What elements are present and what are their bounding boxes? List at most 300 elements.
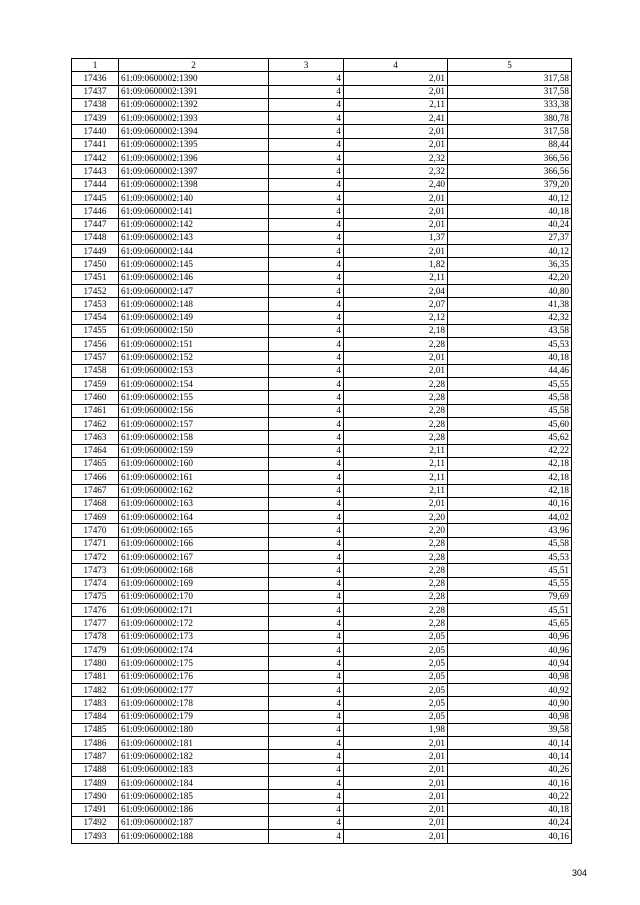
table-cell: 2,05 [344, 657, 448, 670]
table-row [72, 218, 572, 231]
table-row [72, 85, 572, 98]
table-cell: 2,28 [344, 577, 448, 590]
table-cell: 40,22 [448, 790, 572, 803]
table-row [72, 564, 572, 577]
table-row [72, 617, 572, 630]
column-header: 2 [119, 59, 269, 72]
table-row [72, 98, 572, 111]
table-cell: 79,69 [448, 590, 572, 603]
table-cell: 2,01 [344, 497, 448, 510]
table-cell: 4 [269, 324, 344, 337]
table-cell: 40,96 [448, 630, 572, 643]
table-cell: 61:09:0600002:1394 [119, 125, 269, 138]
table-cell: 61:09:0600002:152 [119, 351, 269, 364]
table-cell: 45,55 [448, 378, 572, 391]
table-cell: 17491 [72, 803, 119, 816]
table-cell: 61:09:0600002:176 [119, 670, 269, 683]
table-cell: 17436 [72, 72, 119, 85]
table-cell: 17438 [72, 98, 119, 111]
table-cell: 17479 [72, 644, 119, 657]
table-cell: 42,18 [448, 457, 572, 470]
table-row [72, 298, 572, 311]
table-cell: 61:09:0600002:181 [119, 737, 269, 750]
table-cell: 4 [269, 697, 344, 710]
column-header: 5 [448, 59, 572, 72]
table-cell: 317,58 [448, 85, 572, 98]
table-row [72, 311, 572, 324]
table-cell: 17459 [72, 378, 119, 391]
table-cell: 17492 [72, 816, 119, 829]
table-row [72, 351, 572, 364]
table-cell: 61:09:0600002:185 [119, 790, 269, 803]
table-row [72, 537, 572, 550]
table-cell: 40,18 [448, 803, 572, 816]
table-cell: 2,41 [344, 112, 448, 125]
table-cell: 2,01 [344, 763, 448, 776]
table-row [72, 364, 572, 377]
table-cell: 2,01 [344, 125, 448, 138]
table-cell: 1,98 [344, 723, 448, 736]
table-row [72, 471, 572, 484]
table-cell: 17439 [72, 112, 119, 125]
table-cell: 40,18 [448, 351, 572, 364]
table-cell: 4 [269, 138, 344, 151]
table-row [72, 378, 572, 391]
table-cell: 27,37 [448, 231, 572, 244]
table-cell: 45,53 [448, 550, 572, 563]
table-cell: 2,01 [344, 790, 448, 803]
table-cell: 42,22 [448, 444, 572, 457]
table-cell: 17490 [72, 790, 119, 803]
table-cell: 17448 [72, 231, 119, 244]
table-cell: 17470 [72, 524, 119, 537]
table-row [72, 830, 572, 843]
table-cell: 2,18 [344, 324, 448, 337]
table-cell: 2,28 [344, 537, 448, 550]
table-cell: 4 [269, 710, 344, 723]
table-cell: 17476 [72, 604, 119, 617]
table-cell: 2,28 [344, 431, 448, 444]
table-cell: 4 [269, 364, 344, 377]
table-cell: 45,60 [448, 418, 572, 431]
table-cell: 4 [269, 72, 344, 85]
table-cell: 45,51 [448, 604, 572, 617]
table-cell: 17445 [72, 191, 119, 204]
table-cell: 45,55 [448, 577, 572, 590]
table-row [72, 697, 572, 710]
table-cell: 17442 [72, 152, 119, 165]
table-cell: 40,14 [448, 750, 572, 763]
table-row [72, 138, 572, 151]
table-cell: 2,28 [344, 338, 448, 351]
table-cell: 61:09:0600002:165 [119, 524, 269, 537]
table-cell: 2,11 [344, 444, 448, 457]
table-cell: 17452 [72, 285, 119, 298]
table-cell: 17455 [72, 324, 119, 337]
table-cell: 2,05 [344, 710, 448, 723]
table-cell: 45,58 [448, 391, 572, 404]
table-cell: 4 [269, 657, 344, 670]
table-cell: 17461 [72, 404, 119, 417]
table-cell: 17477 [72, 617, 119, 630]
table-cell: 333,38 [448, 98, 572, 111]
table-cell: 17464 [72, 444, 119, 457]
table-cell: 88,44 [448, 138, 572, 151]
table-cell: 2,28 [344, 391, 448, 404]
table-cell: 366,56 [448, 152, 572, 165]
table-cell: 2,01 [344, 218, 448, 231]
table-cell: 4 [269, 803, 344, 816]
table-cell: 17471 [72, 537, 119, 550]
table-cell: 17478 [72, 630, 119, 643]
table-cell: 61:09:0600002:168 [119, 564, 269, 577]
table-cell: 61:09:0600002:160 [119, 457, 269, 470]
table-cell: 4 [269, 763, 344, 776]
table-cell: 4 [269, 790, 344, 803]
table-row [72, 484, 572, 497]
table-row [72, 790, 572, 803]
table-cell: 61:09:0600002:173 [119, 630, 269, 643]
table-cell: 42,20 [448, 271, 572, 284]
table-cell: 17480 [72, 657, 119, 670]
table-cell: 317,58 [448, 72, 572, 85]
table-row [72, 816, 572, 829]
table-cell: 40,96 [448, 644, 572, 657]
table-cell: 2,40 [344, 178, 448, 191]
table-cell: 61:09:0600002:170 [119, 590, 269, 603]
table-cell: 2,01 [344, 72, 448, 85]
table-row [72, 497, 572, 510]
table-cell: 40,26 [448, 763, 572, 776]
table-cell: 4 [269, 564, 344, 577]
table-cell: 17473 [72, 564, 119, 577]
table-cell: 4 [269, 550, 344, 563]
table-cell: 4 [269, 723, 344, 736]
table-cell: 61:09:0600002:141 [119, 205, 269, 218]
table-cell: 17493 [72, 830, 119, 843]
table-cell: 61:09:0600002:1391 [119, 85, 269, 98]
table-cell: 61:09:0600002:158 [119, 431, 269, 444]
column-header: 3 [269, 59, 344, 72]
table-cell: 4 [269, 737, 344, 750]
table-cell: 4 [269, 418, 344, 431]
table-cell: 2,11 [344, 98, 448, 111]
table-cell: 17453 [72, 298, 119, 311]
table-cell: 4 [269, 311, 344, 324]
table-row [72, 657, 572, 670]
table-cell: 17475 [72, 590, 119, 603]
table-cell: 379,20 [448, 178, 572, 191]
table-cell: 2,05 [344, 630, 448, 643]
table-row [72, 191, 572, 204]
table-cell: 4 [269, 218, 344, 231]
table-row [72, 683, 572, 696]
table-cell: 61:09:0600002:159 [119, 444, 269, 457]
table-cell: 4 [269, 830, 344, 843]
table-cell: 4 [269, 191, 344, 204]
table-cell: 4 [269, 378, 344, 391]
table-row [72, 245, 572, 258]
table-cell: 40,18 [448, 205, 572, 218]
table-cell: 2,28 [344, 378, 448, 391]
table-cell: 40,12 [448, 245, 572, 258]
table-cell: 61:09:0600002:151 [119, 338, 269, 351]
table-cell: 4 [269, 258, 344, 271]
table-cell: 61:09:0600002:187 [119, 816, 269, 829]
table-cell: 17472 [72, 550, 119, 563]
table-cell: 4 [269, 750, 344, 763]
table-cell: 1,82 [344, 258, 448, 271]
table-cell: 61:09:0600002:154 [119, 378, 269, 391]
table-cell: 17468 [72, 497, 119, 510]
table-cell: 4 [269, 471, 344, 484]
table-cell: 17446 [72, 205, 119, 218]
table-cell: 17481 [72, 670, 119, 683]
table-cell: 4 [269, 271, 344, 284]
table-cell: 4 [269, 152, 344, 165]
table-cell: 43,96 [448, 524, 572, 537]
table-cell: 4 [269, 630, 344, 643]
table-cell: 17462 [72, 418, 119, 431]
table-row [72, 152, 572, 165]
table-cell: 2,01 [344, 816, 448, 829]
table-row [72, 72, 572, 85]
table-cell: 4 [269, 457, 344, 470]
table-cell: 2,20 [344, 524, 448, 537]
table-cell: 17485 [72, 723, 119, 736]
table-cell: 61:09:0600002:188 [119, 830, 269, 843]
table-cell: 40,12 [448, 191, 572, 204]
table-row [72, 644, 572, 657]
table-cell: 40,98 [448, 710, 572, 723]
table-cell: 4 [269, 511, 344, 524]
table-row [72, 670, 572, 683]
table-cell: 40,24 [448, 218, 572, 231]
table-cell: 2,11 [344, 457, 448, 470]
table-cell: 42,32 [448, 311, 572, 324]
table-cell: 4 [269, 524, 344, 537]
table-row [72, 205, 572, 218]
table-cell: 2,05 [344, 683, 448, 696]
table-cell: 17451 [72, 271, 119, 284]
table-cell: 17458 [72, 364, 119, 377]
table-cell: 4 [269, 178, 344, 191]
table-cell: 17450 [72, 258, 119, 271]
table-cell: 17440 [72, 125, 119, 138]
table-cell: 61:09:0600002:166 [119, 537, 269, 550]
table-cell: 4 [269, 245, 344, 258]
table-cell: 61:09:0600002:171 [119, 604, 269, 617]
table-cell: 61:09:0600002:144 [119, 245, 269, 258]
table-cell: 2,01 [344, 777, 448, 790]
table-cell: 2,32 [344, 152, 448, 165]
table-cell: 4 [269, 431, 344, 444]
table-cell: 61:09:0600002:179 [119, 710, 269, 723]
table-cell: 2,01 [344, 205, 448, 218]
table-cell: 2,28 [344, 564, 448, 577]
table-cell: 17483 [72, 697, 119, 710]
table-row [72, 750, 572, 763]
table-cell: 2,07 [344, 298, 448, 311]
table-cell: 2,04 [344, 285, 448, 298]
table-cell: 61:09:0600002:184 [119, 777, 269, 790]
table-cell: 17466 [72, 471, 119, 484]
table-cell: 44,46 [448, 364, 572, 377]
table-cell: 17441 [72, 138, 119, 151]
table-cell: 17449 [72, 245, 119, 258]
table-cell: 2,28 [344, 550, 448, 563]
table-cell: 4 [269, 604, 344, 617]
table-row [72, 577, 572, 590]
table-cell: 61:09:0600002:1398 [119, 178, 269, 191]
table-cell: 4 [269, 165, 344, 178]
table-cell: 2,11 [344, 484, 448, 497]
table-cell: 61:09:0600002:1390 [119, 72, 269, 85]
table-cell: 4 [269, 444, 344, 457]
table-cell: 17444 [72, 178, 119, 191]
table-cell: 4 [269, 683, 344, 696]
table-cell: 4 [269, 670, 344, 683]
table-cell: 40,16 [448, 497, 572, 510]
table-cell: 2,12 [344, 311, 448, 324]
table-cell: 2,01 [344, 351, 448, 364]
table-cell: 61:09:0600002:147 [119, 285, 269, 298]
table-cell: 2,01 [344, 364, 448, 377]
table-cell: 4 [269, 338, 344, 351]
table-cell: 17469 [72, 511, 119, 524]
table-cell: 40,94 [448, 657, 572, 670]
table-row [72, 258, 572, 271]
table-cell: 40,16 [448, 777, 572, 790]
table-row [72, 391, 572, 404]
table-cell: 4 [269, 98, 344, 111]
table-cell: 17489 [72, 777, 119, 790]
table-cell: 61:09:0600002:1395 [119, 138, 269, 151]
table-cell: 2,20 [344, 511, 448, 524]
table-row [72, 444, 572, 457]
table-cell: 2,01 [344, 85, 448, 98]
table-cell: 61:09:0600002:177 [119, 683, 269, 696]
table-row [72, 418, 572, 431]
table-cell: 2,05 [344, 697, 448, 710]
table-cell: 45,62 [448, 431, 572, 444]
table-cell: 42,18 [448, 484, 572, 497]
table-cell: 36,35 [448, 258, 572, 271]
table-cell: 2,01 [344, 191, 448, 204]
table-cell: 61:09:0600002:1393 [119, 112, 269, 125]
table-cell: 61:09:0600002:174 [119, 644, 269, 657]
table-cell: 4 [269, 125, 344, 138]
table-cell: 61:09:0600002:182 [119, 750, 269, 763]
table-cell: 4 [269, 617, 344, 630]
table-cell: 4 [269, 644, 344, 657]
table-cell: 61:09:0600002:148 [119, 298, 269, 311]
table-row [72, 285, 572, 298]
table-cell: 2,11 [344, 471, 448, 484]
table-row [72, 457, 572, 470]
table-cell: 317,58 [448, 125, 572, 138]
table-cell: 2,05 [344, 644, 448, 657]
table-cell: 1,37 [344, 231, 448, 244]
table-cell: 39,58 [448, 723, 572, 736]
page-number: 304 [571, 868, 587, 878]
table-cell: 2,32 [344, 165, 448, 178]
column-header: 1 [72, 59, 119, 72]
table-row [72, 271, 572, 284]
table-cell: 40,80 [448, 285, 572, 298]
column-header: 4 [344, 59, 448, 72]
table-cell: 2,11 [344, 271, 448, 284]
table-cell: 61:09:0600002:172 [119, 617, 269, 630]
table-cell: 61:09:0600002:150 [119, 324, 269, 337]
table-cell: 366,56 [448, 165, 572, 178]
table-cell: 61:09:0600002:155 [119, 391, 269, 404]
table-cell: 61:09:0600002:178 [119, 697, 269, 710]
table-row [72, 630, 572, 643]
table-cell: 40,16 [448, 830, 572, 843]
table-row [72, 112, 572, 125]
table-cell: 4 [269, 205, 344, 218]
table-cell: 40,24 [448, 816, 572, 829]
table-row [72, 803, 572, 816]
table-cell: 61:09:0600002:167 [119, 550, 269, 563]
table-cell: 45,58 [448, 537, 572, 550]
table-cell: 41,38 [448, 298, 572, 311]
table-cell: 2,05 [344, 670, 448, 683]
table-cell: 61:09:0600002:186 [119, 803, 269, 816]
table-cell: 17437 [72, 85, 119, 98]
table-cell: 4 [269, 85, 344, 98]
table-cell: 4 [269, 391, 344, 404]
table-cell: 17482 [72, 683, 119, 696]
table-row [72, 524, 572, 537]
table-cell: 61:09:0600002:153 [119, 364, 269, 377]
table-cell: 17463 [72, 431, 119, 444]
table-cell: 61:09:0600002:157 [119, 418, 269, 431]
header-row [72, 59, 572, 72]
table-row [72, 178, 572, 191]
table-row [72, 777, 572, 790]
table-row [72, 338, 572, 351]
table-row [72, 763, 572, 776]
table-row [72, 431, 572, 444]
table-cell: 61:09:0600002:1396 [119, 152, 269, 165]
table-row [72, 231, 572, 244]
table-cell: 2,01 [344, 138, 448, 151]
table-cell: 4 [269, 484, 344, 497]
table-row [72, 590, 572, 603]
table-row [72, 404, 572, 417]
table-cell: 45,58 [448, 404, 572, 417]
table-cell: 2,01 [344, 245, 448, 258]
table-cell: 4 [269, 404, 344, 417]
table-cell: 42,18 [448, 471, 572, 484]
table-cell: 2,01 [344, 737, 448, 750]
table-cell: 17488 [72, 763, 119, 776]
table-cell: 61:09:0600002:145 [119, 258, 269, 271]
table-cell: 2,28 [344, 604, 448, 617]
table-cell: 17474 [72, 577, 119, 590]
table-cell: 4 [269, 285, 344, 298]
table-cell: 61:09:0600002:149 [119, 311, 269, 324]
table-cell: 2,28 [344, 418, 448, 431]
table-cell: 2,01 [344, 830, 448, 843]
table-row [72, 710, 572, 723]
table-cell: 61:09:0600002:169 [119, 577, 269, 590]
table-cell: 61:09:0600002:142 [119, 218, 269, 231]
table-cell: 61:09:0600002:180 [119, 723, 269, 736]
table-cell: 61:09:0600002:156 [119, 404, 269, 417]
